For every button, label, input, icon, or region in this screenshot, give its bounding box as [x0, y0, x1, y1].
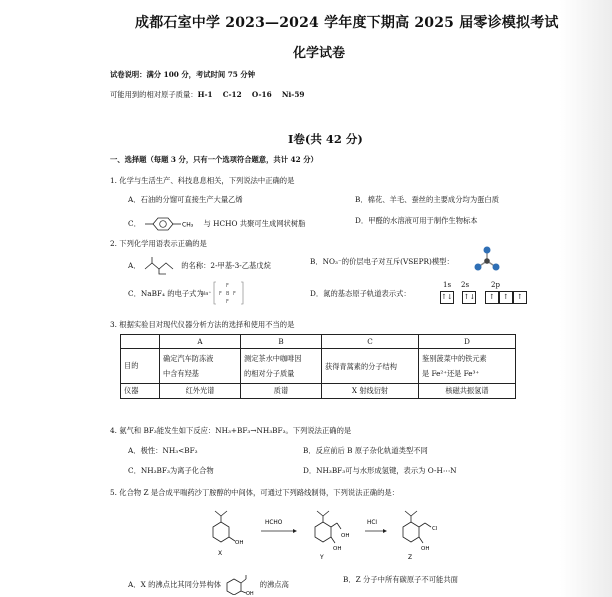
q1-option-b: B．棉花、羊毛、蚕丝的主要成分均为蛋白质: [355, 195, 500, 204]
compound-y-structure: [315, 511, 349, 561]
q3-cell-d-purpose: [419, 349, 516, 384]
q3-cell-b-instrument: 质谱: [241, 384, 322, 399]
reagent-hcl-label: HCl: [367, 520, 378, 526]
q3-stem: 3. 根据实验目对现代仪器分析方法的选择和使用不当的是: [110, 320, 295, 329]
reagent-hcho-label: HCHO: [265, 520, 283, 526]
orbital-box-2s: ↑↓: [462, 291, 476, 304]
orbital-label-2s: 2s: [461, 281, 470, 289]
q1-option-d: D．甲醛的水溶液可用于制作生物标本: [355, 216, 478, 225]
q4-option-c: C．NH₃BF₃为离子化合物: [128, 466, 214, 475]
isomer-structure-image: [223, 575, 257, 595]
q1-option-c-suffix: 与 HCHO 共聚可生成网状树脂: [203, 219, 306, 228]
q3-header-d: D: [419, 335, 516, 349]
atomic-masses: [110, 90, 304, 100]
exam-title: 成都石室中学 2023—2024 学年度下期高 2025 届零诊模拟考试: [135, 15, 559, 31]
atomic-masses-label: 可能用到的相对原子质量：: [110, 90, 198, 99]
q3-cell-d-line2: 是 Fe²⁺还是 Fe³⁺: [422, 369, 480, 378]
q1-ch3-label: CH₃: [182, 221, 194, 229]
q3-cell-b-line2: 的相对分子质量: [244, 369, 295, 378]
q4-stem: 4. 氨气和 BF₃能发生如下反应：NH₃+BF₃→NH₃BF₃。下列说法正确的是: [110, 426, 352, 435]
q5-reaction-scheme-image: [195, 505, 495, 567]
cresol-structure-image: [143, 216, 201, 232]
q3-header-a: A: [160, 335, 241, 349]
q3-header-c: C: [322, 335, 419, 349]
page-edge-shadow: [560, 0, 612, 597]
q3-cell-c-line1: 获得青蒿素的分子结构: [325, 361, 397, 371]
q3-header-b: B: [241, 335, 322, 349]
q5-option-a: [128, 575, 289, 595]
f-label-top: F: [226, 283, 229, 289]
na-ion-label: Na⁺: [201, 291, 212, 297]
q3-cell-c-instrument: X 射线衍射: [322, 384, 419, 399]
z-cl-label: Cl: [432, 526, 438, 532]
q3-table-row-instrument: [121, 384, 516, 399]
q3-row-label-instrument: 仪器: [121, 384, 160, 399]
q4-option-a: A．极性：NH₃<BF₃: [128, 446, 198, 455]
orbital-label-2p: 2p: [491, 281, 500, 289]
q3-row-label-purpose: 目的: [121, 349, 160, 384]
exam-note-label: 试卷说明：: [110, 70, 147, 79]
part-note: （每题 3 分，只有一个选项符合题意，共计 42 分）: [146, 155, 318, 164]
q2-option-a-suffix: 的名称：2-甲基-3-乙基戊烷: [181, 261, 271, 270]
orbital-box-1s: ↑↓: [440, 291, 454, 304]
x-label: X: [218, 550, 223, 557]
z-oh-label: OH: [421, 546, 430, 552]
q3-cell-b-purpose: [241, 349, 322, 384]
q3-table-row-purpose: [121, 349, 516, 384]
vsepr-model-image: [474, 245, 500, 273]
q2-option-d: D．氮的基态原子轨道表示式：: [310, 289, 411, 298]
y-label: Y: [320, 554, 324, 561]
q4-option-b: B．反应前后 B 原子杂化轨道类型不同: [303, 446, 428, 455]
z-label: Z: [408, 554, 413, 561]
q3-cell-a-line1: 确定汽车防冻液: [163, 354, 214, 363]
orbital-box-2p-1: ↑: [485, 291, 499, 304]
q3-cell-d-line1: 鉴别菠菜中的铁元素: [422, 354, 487, 363]
q1-option-c: [128, 216, 305, 232]
nabf4-electron-formula-image: [201, 280, 249, 306]
q3-cell-c-purpose: [322, 349, 419, 384]
exam-note-text: 满分 100 分，考试时间 75 分钟: [146, 70, 255, 79]
q5-stem: 5. 化合物 Z 是合成平喘药沙丁胺醇的中间体，可通过下列路线制得，下列说法正确的是：: [110, 488, 399, 497]
y-oh-label-ring: OH: [333, 546, 342, 552]
part-label: 一、选择题: [110, 155, 147, 164]
isomer-oh-label: OH: [246, 591, 255, 595]
q3-cell-b-line1: 测定茶水中咖啡因: [244, 354, 302, 363]
q1-stem: 1. 化学与生活生产、科技息息相关，下列说法中正确的是: [110, 176, 295, 185]
x-oh-label: OH: [235, 540, 244, 546]
orbital-box-2p-3: ↑: [513, 291, 527, 304]
q1-option-c-prefix: C．: [128, 219, 141, 228]
q3-cell-a-line2: 中含有羟基: [163, 369, 199, 378]
q2-option-c: C．NaBF₄ 的电子式为: [128, 289, 204, 298]
q5-option-a-suffix: 的沸点高: [259, 580, 289, 589]
q3-table: [120, 334, 516, 399]
alkane-skeleton-image: [143, 257, 179, 275]
q2-option-b: B．NO₃⁻的价层电子对互斥(VSEPR)模型：: [310, 257, 454, 266]
q3-header-empty: [121, 335, 160, 349]
q4-option-d: D．NH₃BF₃可与水形成氢键，表示为 O-H⋯N: [303, 466, 457, 475]
y-oh-label-side: OH: [341, 533, 350, 539]
q3-cell-d-instrument: 核磁共振氢谱: [419, 384, 516, 399]
exam-subtitle: 化学试卷: [293, 46, 346, 61]
q2-option-a: [128, 257, 271, 275]
q3-table-header-row: [121, 335, 516, 349]
orbital-label-1s: 1s: [443, 281, 452, 289]
section-title: Ⅰ卷(共 42 分): [288, 132, 363, 146]
f-label-bottom: F: [226, 299, 229, 305]
compound-z-structure: [403, 511, 438, 561]
q3-cell-a-instrument: 红外光谱: [160, 384, 241, 399]
f-label-right: F: [233, 291, 236, 297]
exam-note: [110, 70, 255, 80]
q1-option-a: A．石油的分馏可直接生产大量乙烯: [128, 195, 243, 204]
b-label: B: [226, 291, 230, 297]
orbital-box-2p-2: ↑: [499, 291, 513, 304]
q2-option-a-prefix: A．: [128, 261, 141, 270]
q3-cell-a-purpose: [160, 349, 241, 384]
compound-x-structure: [213, 511, 243, 557]
q2-stem: 2. 下列化学用语表示正确的是: [110, 239, 207, 248]
part-heading: [110, 155, 318, 165]
q5-option-b: B．Z 分子中所有碳原子不可能共面: [343, 575, 458, 584]
atomic-masses-values: H-1 C-12 O-16 Ni-59: [197, 90, 305, 99]
f-label-left: F: [219, 291, 222, 297]
q5-option-a-prefix: A．X 的沸点比其同分异构体: [128, 580, 222, 589]
